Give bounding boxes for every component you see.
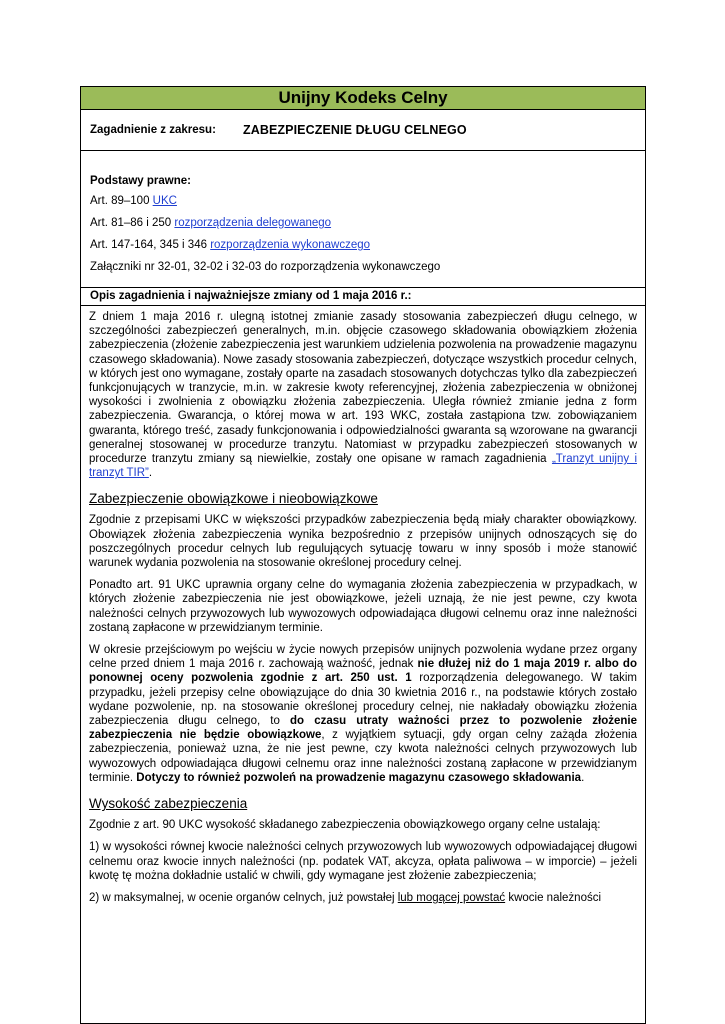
ukc-link[interactable]: UKC — [152, 195, 177, 207]
topic-row — [81, 110, 645, 151]
paragraph-text: W okresie przejściowym po wejściu w życie nowych przepisów unijnych pozwolenia wydane przez organy celne przed dniem 1 maja 2016 r. zachowają ważność, jednak — [89, 644, 637, 671]
section1-paragraph-1: Zgodnie z przepisami UKC w większości przypadków zabezpieczenia będą miały charakter obowiązkowy. Obowiązek złożenia zabezpieczenia wynika bezpośrednio z przepisów unijnych odnoszących się do poszczególnych procedur celnych lub regulujących sytuację towaru w inny sposób i może stanowić warunek wydania pozwolenia na stosowanie określonej procedury celnej. — [89, 514, 637, 570]
section-heading-amount: Wysokość zabezpieczenia — [89, 796, 248, 812]
paragraph-text: rozporządzenia delegowanego. W takim przypadku, jeżeli przepisy celne obowiązujące do dnia 30 kwietnia 2016 r., na podstawie których zostało wydane pozwolenie, np. na stosowanie określonej procedury celnej, nie nakładały obowiązku złożenia zabezpieczenia długu celnego, to — [89, 672, 637, 728]
legal-basis-heading: Podstawy prawne: — [90, 175, 191, 187]
section1-paragraph-2: Ponadto art. 91 UKC uprawnia organy celne do wymagania złożenia zabezpieczenia w przypadkach, w których złożenie zabezpieczenia nie jest obowiązkowe, jeżeli uznają, że nie jest pewne, czy kwota należności celnych przywozowych lub wywozowych odpowiadająca długowi celnemu oraz inne należności zostaną zapłacone w przewidzianym terminie. — [89, 579, 637, 634]
paragraph-text: , z wyjątkiem sytuacji, gdy organ celny zażąda złożenia zabezpieczenia, ponieważ uzna, że nie jest pewne, czy kwota należności celnych przywozowych lub wywozowych odpowiadająca długowi celnemu oraz inne należności zostaną zapłacone w przewidzianym terminie. — [89, 729, 637, 784]
legal-basis-line-4: Załączniki nr 32-01, 32-02 i 32-03 do rozporządzenia wykonawczego — [90, 261, 441, 273]
description-paragraph — [89, 310, 637, 480]
legal-basis-line-3 — [90, 238, 636, 252]
document-frame — [80, 86, 646, 1024]
bold-text: do czasu utraty ważności przez to pozwolenie złożenie zabezpieczenia nie będzie obowiązkowe — [89, 715, 637, 742]
transit-topic-link[interactable]: „Tranzyt unijny i tranzyt TIR” — [89, 453, 637, 480]
legal-basis-text: Art. 81–86 i 250 — [90, 217, 175, 229]
bold-text: nie dłużej niż do 1 maja 2019 r. albo do ponownej oceny pozwolenia zgodnie z art. 250 ust. 1 — [89, 658, 637, 685]
topic-value: ZABEZPIECZENIE DŁUGU CELNEGO — [243, 123, 467, 137]
description-heading: Opis zagadnienia i najważniejsze zmiany od 1 maja 2016 r.: — [81, 288, 645, 306]
underlined-text: lub mogącej powstać — [397, 891, 506, 904]
legal-basis-section — [81, 151, 645, 288]
legal-basis-line-1 — [90, 194, 636, 208]
topic-label: Zagadnienie z zakresu: — [90, 124, 216, 136]
bold-text: Dotyczy to również pozwoleń na prowadzenie magazynu czasowego składowania — [136, 771, 582, 784]
section-heading-mandatory: Zabezpieczenie obowiązkowe i nieobowiązkowe — [89, 491, 378, 507]
legal-basis-line-2 — [90, 216, 636, 230]
paragraph-text: . — [148, 467, 153, 480]
section2-paragraph-2: 1) w wysokości równej kwocie należności celnych przywozowych lub wywozowych odpowiadającej długowi celnemu oraz kwocie innych należności (np. podatek VAT, akcyza, opłata paliwowa – w imporcie) – jeżeli kwotę tę można dokładnie ustalić w chwili, gdy wymagane jest złożenie zabezpieczenia; — [89, 841, 637, 882]
delegated-regulation-link[interactable]: rozporządzenia delegowanego — [174, 217, 332, 229]
paragraph-text: kwocie należności — [505, 891, 602, 904]
paragraph-text: Z dniem 1 maja 2016 r. ulegną istotnej zmianie zasady stosowania zabezpieczeń długu celnego, w szczególności zabezpieczeń generalnych, m.in. objęcie czasowego składowania obowiązkiem złożenia zabezpieczenia (złożenie zabezpieczenia jest warunkiem udzielenia pozwolenia na prowadzenie magazynu czasowego składowania). Nowe zasady stosowania zabezpieczeń, dotyczące wszystkich procedur celnych, w których jest ono wymagane, zostały oparte na zasadach stosowanych dotychczas tylko dla zabezpieczeń funkcjonujących w tranzycie, m.in. w zakresie kwoty referencyjnej, złożenia zabezpieczenia w obniżonej wysokości i zwolnienia z obowiązku złożenia zabezpieczenia. Uległa również zmianie jedna z form zabezpieczenia. Gwarancja, o której mowa w art. 193 WKC, została zastąpiona tzw. zobowiązaniem gwaranta, którego treść, zasady funkcjonowania i odpowiedzialności gwaranta są wzorowane na gwarancji generalnej stosowanej w procedurze tranzytu. Natomiast w przypadku zabezpieczeń stosowanych w procedurze tranzytu zmiany są niewielkie, zostały one opisane w ramach zagadnienia — [89, 311, 637, 466]
paragraph-text: 2) w maksymalnej, w ocenie organów celnych, już powstałej — [89, 891, 398, 904]
section1-paragraph-3 — [89, 643, 637, 785]
paragraph-text: . — [581, 771, 585, 784]
legal-basis-text: Art. 147-164, 345 i 346 — [90, 239, 211, 251]
section2-paragraph-1: Zgodnie z art. 90 UKC wysokość składanego zabezpieczenia obowiązkowego organy celne ustalają: — [89, 819, 601, 832]
legal-basis-text: Art. 89–100 — [90, 195, 153, 207]
implementing-regulation-link[interactable]: rozporządzenia wykonawczego — [210, 239, 371, 251]
document-body — [81, 306, 645, 905]
document-title: Unijny Kodeks Celny — [81, 87, 645, 110]
section2-paragraph-3 — [89, 891, 637, 905]
